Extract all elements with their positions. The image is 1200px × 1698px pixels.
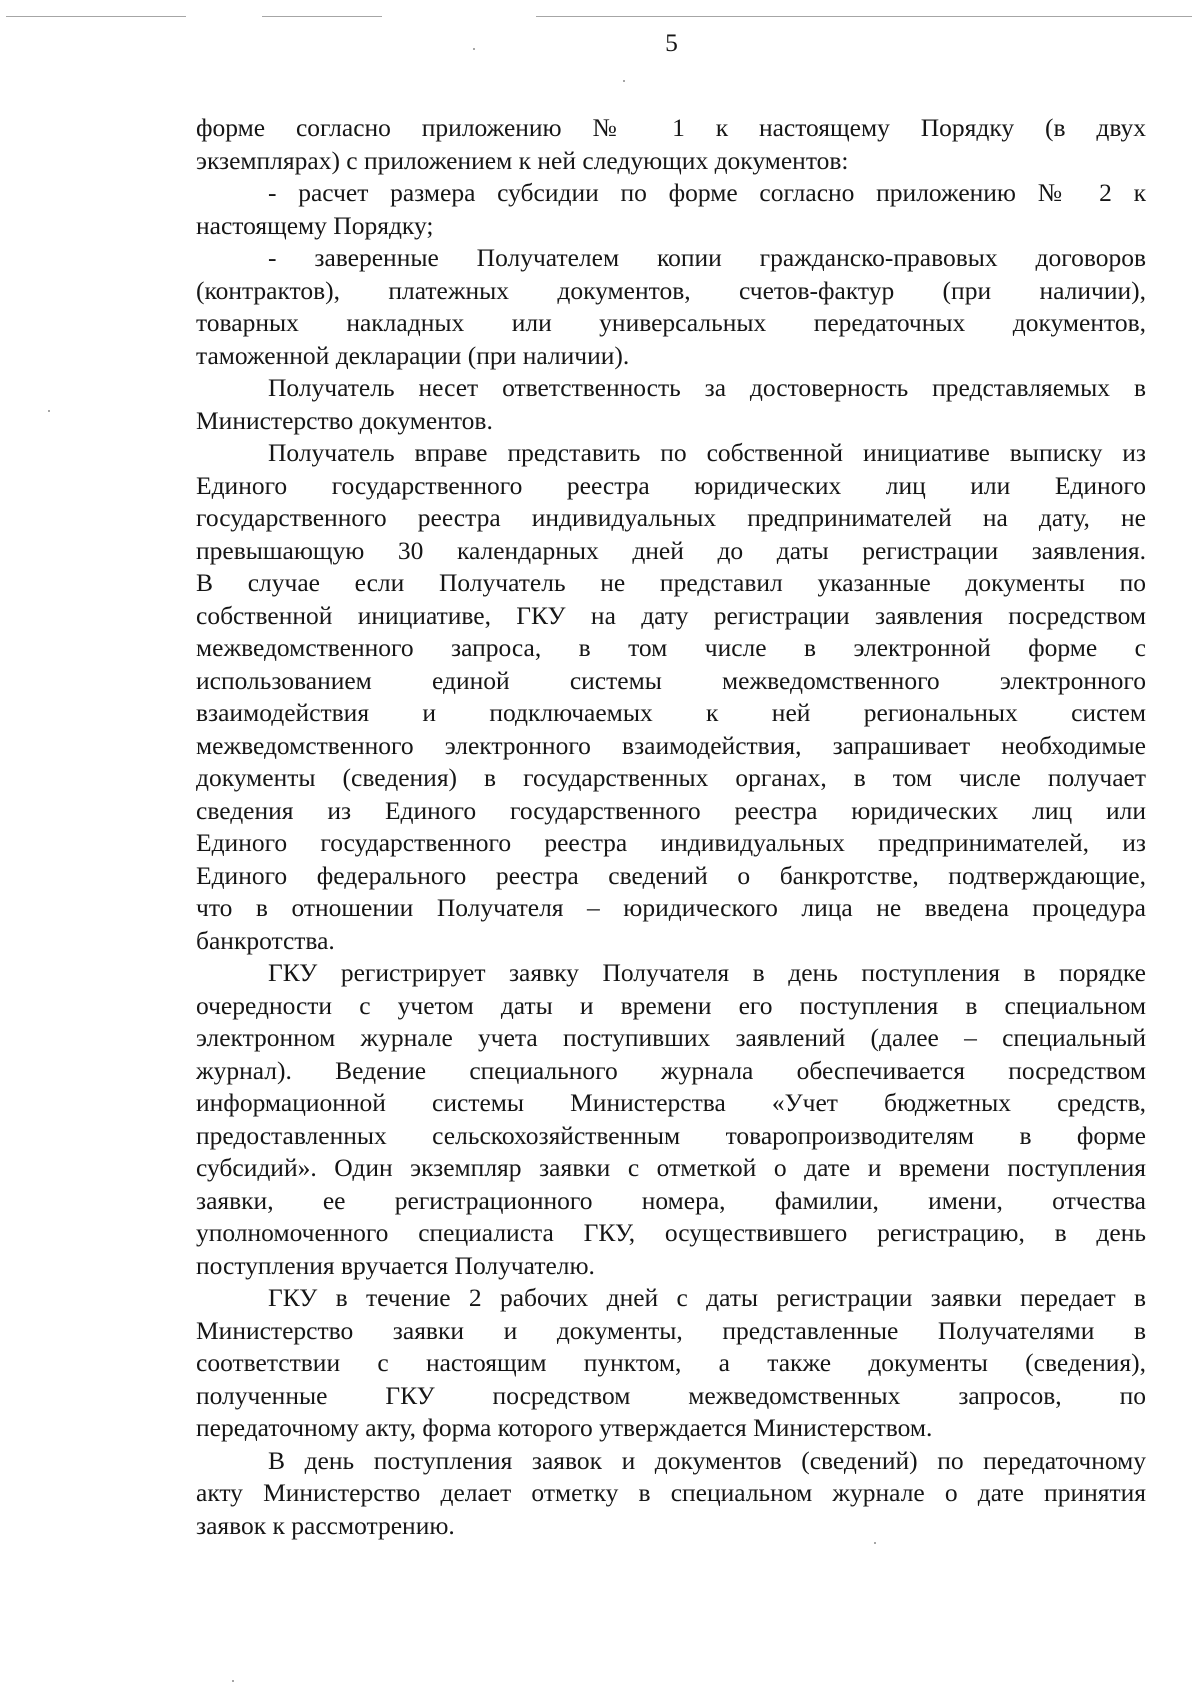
text-line: межведомственного электронного взаимодействия, запрашивает необходимые bbox=[196, 730, 1146, 760]
scan-speck bbox=[232, 1680, 234, 1682]
text-line: Единого федерального реестра сведений о банкротстве, подтверждающие, bbox=[196, 860, 1146, 890]
text-line: настоящему Порядку; bbox=[196, 210, 434, 240]
text-line: заявки, ее регистрационного номера, фамилии, имени, отчества bbox=[196, 1185, 1146, 1215]
text-line: банкротства. bbox=[196, 925, 335, 955]
text-line: таможенной декларации (при наличии). bbox=[196, 340, 630, 370]
text-line: собственной инициативе, ГКУ на дату регистрации заявления посредством bbox=[196, 600, 1146, 630]
scan-speck bbox=[623, 80, 625, 82]
text-line: Министерство заявки и документы, представленные Получателями в bbox=[196, 1315, 1146, 1345]
text-line: использованием единой системы межведомственного электронного bbox=[196, 665, 1146, 695]
text-line: журнал). Ведение специального журнала обеспечивается посредством bbox=[196, 1055, 1146, 1085]
page-number: 5 bbox=[665, 28, 678, 57]
text-line: государственного реестра индивидуальных предпринимателей на дату, не bbox=[196, 503, 1146, 532]
document-body bbox=[196, 112, 1146, 1542]
text-line: сведения из Единого государственного реестра юридических лиц или bbox=[196, 795, 1146, 825]
text-line: - заверенные Получателем копии гражданско-правовых договоров bbox=[268, 243, 1146, 272]
text-line: соответствии с настоящим пунктом, а также документы (сведения), bbox=[196, 1348, 1146, 1377]
text-line: В день поступления заявок и документов (сведений) по передаточному bbox=[268, 1445, 1146, 1475]
text-line: (контрактов), платежных документов, счетов-фактур (при наличии), bbox=[196, 275, 1146, 305]
text-line: превышающую 30 календарных дней до даты регистрации заявления. bbox=[196, 535, 1146, 565]
text-line: уполномоченного специалиста ГКУ, осуществившего регистрацию, в день bbox=[196, 1218, 1146, 1247]
text-line: межведомственного запроса, в том числе в электронной форме с bbox=[196, 633, 1146, 662]
text-line: документы (сведения) в государственных органах, в том числе получает bbox=[196, 763, 1146, 792]
text-line: форме согласно приложению № 1 к настоящему Порядку (в двух bbox=[196, 113, 1146, 142]
text-line: поступления вручается Получателю. bbox=[196, 1250, 595, 1280]
text-line: субсидий». Один экземпляр заявки с отметкой о дате и времени поступления bbox=[196, 1153, 1146, 1182]
text-line: Получатель вправе представить по собственной инициативе выписку из bbox=[268, 438, 1146, 467]
text-line: Получатель несет ответственность за достоверность представляемых в bbox=[268, 373, 1146, 402]
text-line: полученные ГКУ посредством межведомственных запросов, по bbox=[196, 1380, 1146, 1410]
text-line: взаимодействия и подключаемых к ней региональных систем bbox=[196, 698, 1146, 727]
scan-speck bbox=[874, 1542, 876, 1544]
text-line: ГКУ регистрирует заявку Получателя в день поступления в порядке bbox=[268, 958, 1146, 987]
text-line: товарных накладных или универсальных передаточных документов, bbox=[196, 308, 1146, 337]
text-line: предоставленных сельскохозяйственным товаропроизводителям в форме bbox=[196, 1120, 1146, 1150]
text-line: информационной системы Министерства «Учет бюджетных средств, bbox=[196, 1088, 1146, 1117]
scan-edge-mark bbox=[262, 16, 382, 17]
text-line: ГКУ в течение 2 рабочих дней с даты регистрации заявки передает в bbox=[268, 1283, 1146, 1312]
text-line: электронном журнале учета поступивших заявлений (далее – специальный bbox=[196, 1023, 1146, 1052]
text-line: что в отношении Получателя – юридического лица не введена процедура bbox=[196, 893, 1146, 922]
text-line: В случае если Получатель не представил указанные документы по bbox=[196, 568, 1146, 597]
scan-speck bbox=[48, 410, 50, 412]
scan-edge-mark bbox=[536, 16, 1192, 17]
text-line: экземплярах) с приложением к ней следующих документов: bbox=[196, 145, 849, 175]
text-line: Единого государственного реестра индивидуальных предпринимателей, из bbox=[196, 828, 1146, 857]
text-line: акту Министерство делает отметку в специальном журнале о дате принятия bbox=[196, 1478, 1146, 1507]
text-line: заявок к рассмотрению. bbox=[196, 1510, 455, 1540]
text-line: - расчет размера субсидии по форме согласно приложению № 2 к bbox=[268, 178, 1146, 207]
scan-edge-mark bbox=[6, 16, 186, 17]
text-line: очередности с учетом даты и времени его поступления в специальном bbox=[196, 990, 1146, 1020]
text-line: Министерство документов. bbox=[196, 405, 493, 435]
text-line: передаточному акту, форма которого утверждается Министерством. bbox=[196, 1413, 933, 1442]
text-line: Единого государственного реестра юридических лиц или Единого bbox=[196, 470, 1146, 500]
